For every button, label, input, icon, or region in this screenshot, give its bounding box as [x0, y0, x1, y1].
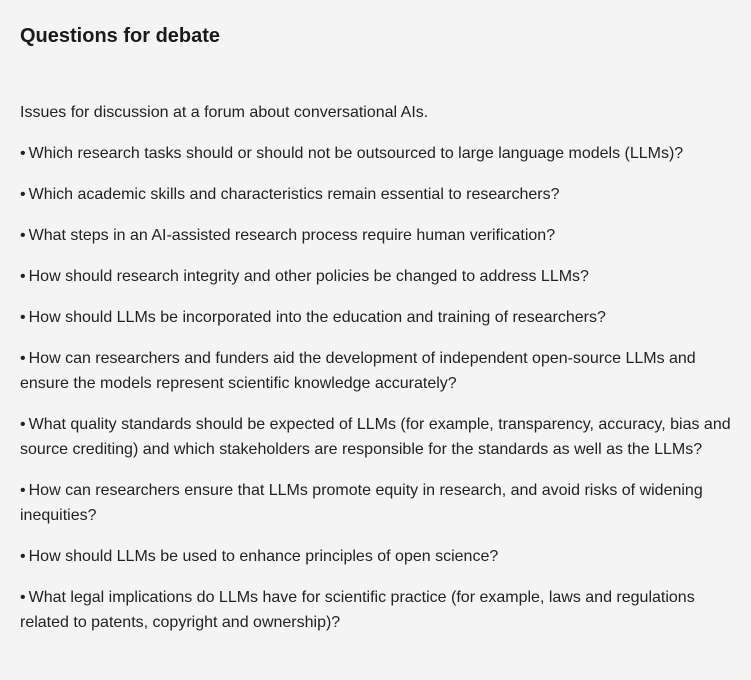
question-item [20, 264, 731, 289]
bullet: • [20, 268, 26, 285]
bullet: • [20, 145, 26, 162]
question-text: What steps in an AI-assisted research process require human verification? [28, 227, 556, 244]
bullet: • [20, 482, 26, 499]
question-text: How should LLMs be used to enhance principles of open science? [28, 548, 499, 565]
question-text: How can researchers ensure that LLMs promote equity in research, and avoid risks of widening inequities? [20, 482, 703, 524]
question-item [20, 478, 731, 528]
question-text: How should research integrity and other policies be changed to address LLMs? [28, 268, 589, 285]
question-text: How can researchers and funders aid the development of independent open-source LLMs and ensure the models represent scientific knowledge accurately? [20, 350, 696, 392]
question-item [20, 412, 731, 462]
bullet: • [20, 589, 26, 606]
question-list [20, 141, 731, 635]
box-intro: Issues for discussion at a forum about conversational AIs. [20, 104, 429, 121]
box-title: Questions for debate [20, 25, 221, 47]
question-item [20, 346, 731, 396]
question-item [20, 544, 731, 569]
question-text: Which academic skills and characteristics remain essential to researchers? [28, 186, 560, 203]
bullet: • [20, 309, 26, 326]
question-text: How should LLMs be incorporated into the education and training of researchers? [28, 309, 606, 326]
question-item [20, 305, 731, 330]
question-item [20, 182, 731, 207]
question-text: Which research tasks should or should not be outsourced to large language models (LLMs)? [28, 145, 684, 162]
question-text: What quality standards should be expected of LLMs (for example, transparency, accuracy, bias and source crediting) and which stakeholders are responsible for the standards as well as the LLMs? [20, 416, 731, 458]
bullet: • [20, 548, 26, 565]
question-item [20, 223, 731, 248]
bullet: • [20, 186, 26, 203]
question-text: What legal implications do LLMs have for scientific practice (for example, laws and regulations related to patents, copyright and ownership)? [20, 589, 695, 631]
bullet: • [20, 416, 26, 433]
bullet: • [20, 227, 26, 244]
question-item [20, 141, 731, 166]
question-item [20, 585, 731, 635]
bullet: • [20, 350, 26, 367]
